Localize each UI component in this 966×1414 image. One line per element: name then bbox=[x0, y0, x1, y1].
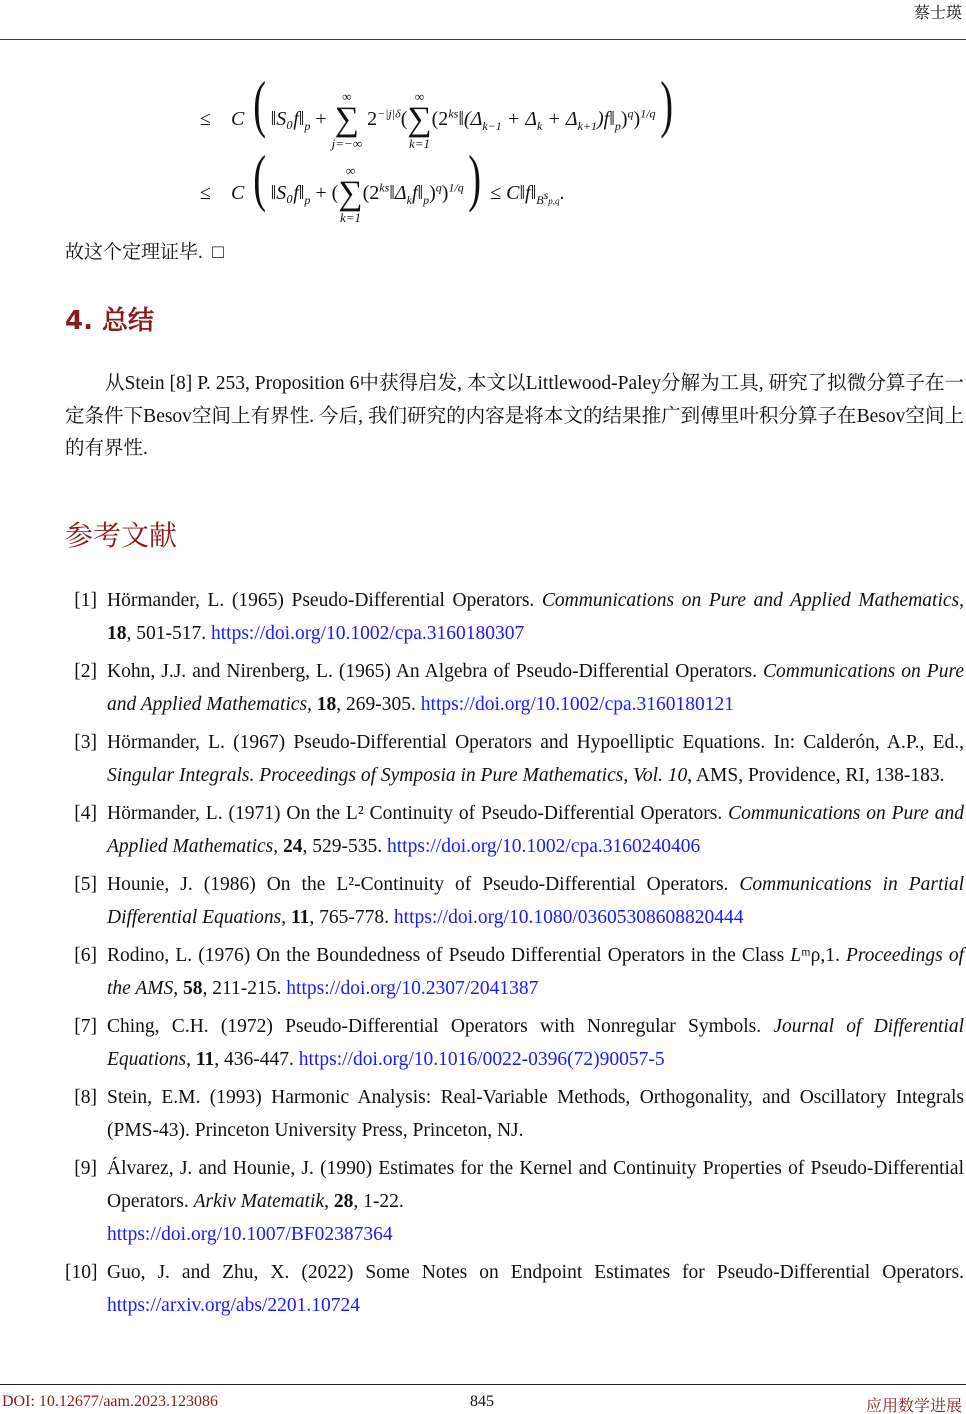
exp: −|j|δ bbox=[377, 106, 401, 121]
reference-text: ᵐ bbox=[801, 945, 811, 966]
rhs: ≤ C‖f‖ bbox=[490, 182, 537, 204]
sum-k: ∞ ∑ k=1 bbox=[338, 163, 363, 226]
reference-number: [6] bbox=[74, 945, 97, 966]
reference-item bbox=[65, 1081, 964, 1147]
reference-item bbox=[65, 797, 964, 863]
sub: k bbox=[406, 193, 412, 207]
reference-link[interactable]: https://doi.org/10.1002/cpa.3160240406 bbox=[387, 836, 701, 857]
paren: ) bbox=[429, 182, 436, 204]
reference-text: ρ,1. bbox=[810, 945, 846, 966]
footer-journal: 应用数学进展 bbox=[865, 1398, 962, 1414]
sum-bottom: j=−∞ bbox=[331, 136, 363, 152]
reference-volume: 11 bbox=[290, 907, 310, 928]
footer-doi[interactable]: DOI: 10.12677/aam.2023.123086 bbox=[2, 1393, 218, 1410]
sub: p bbox=[304, 119, 311, 133]
left-paren: ( bbox=[253, 142, 267, 213]
exp: ks bbox=[448, 106, 459, 121]
reference-link[interactable]: https://doi.org/10.1002/cpa.3160180307 bbox=[211, 623, 525, 644]
body: f‖ bbox=[411, 182, 424, 204]
reference-text: , 269-305. bbox=[336, 694, 421, 715]
reference-number: [5] bbox=[74, 874, 97, 895]
inner: (2 bbox=[431, 108, 449, 130]
reference-item bbox=[65, 1152, 964, 1251]
paren: ( bbox=[400, 108, 408, 130]
paren: ) bbox=[441, 182, 449, 204]
reference-journal: Communications on Pure and Applied Mathematics bbox=[107, 803, 964, 857]
sub: p bbox=[304, 193, 311, 207]
reference-text: , 529-535. bbox=[302, 836, 388, 857]
reference-journal: L bbox=[790, 945, 802, 966]
reference-text: , bbox=[959, 590, 964, 611]
reference-journal: Journal of Differential Equations bbox=[107, 1016, 964, 1070]
body: ‖Δ bbox=[389, 182, 407, 204]
footer-rule bbox=[0, 1384, 966, 1385]
reference-link[interactable]: https://arxiv.org/abs/2201.10724 bbox=[107, 1295, 360, 1316]
reference-link[interactable]: https://doi.org/10.1007/BF02387364 bbox=[107, 1224, 393, 1245]
reference-number: [7] bbox=[74, 1016, 97, 1037]
reference-text: , bbox=[273, 836, 284, 857]
reference-item bbox=[65, 1010, 964, 1076]
reference-text: , bbox=[186, 1049, 196, 1070]
norm: ‖S₀f‖ bbox=[270, 182, 305, 204]
sum-k: ∞ ∑ k=1 bbox=[407, 89, 432, 152]
reference-journal: Communications on Pure and Applied Mathematics bbox=[107, 661, 964, 715]
plus: + bbox=[315, 108, 327, 130]
reference-volume: 18 bbox=[107, 623, 127, 644]
const: C bbox=[230, 108, 245, 130]
reference-volume: 28 bbox=[333, 1191, 354, 1212]
leq: ≤ bbox=[200, 108, 211, 130]
reference-journal: Proceedings of the AMS bbox=[107, 945, 964, 999]
reference-text: Ching, C.H. (1972) Pseudo-Differential Operators with Nonregular Symbols. bbox=[107, 1016, 774, 1037]
reference-item bbox=[65, 655, 964, 721]
reference-text: , 501-517. bbox=[126, 623, 211, 644]
reference-link[interactable]: https://doi.org/10.1080/03605308608820444 bbox=[393, 907, 744, 928]
reference-text: , bbox=[173, 978, 184, 999]
sum-top: ∞ bbox=[414, 89, 425, 105]
reference-number: [8] bbox=[74, 1087, 97, 1108]
reference-volume: 11 bbox=[195, 1049, 215, 1070]
reference-number: [10] bbox=[65, 1262, 98, 1283]
reference-journal: Communications in Partial Differential Equations bbox=[107, 874, 964, 928]
leq: ≤ bbox=[200, 182, 211, 204]
reference-text: Stein, E.M. (1993) Harmonic Analysis: Real-Variable Methods, Orthogonality, and Oscillatory Integrals (PMS-43). Princeton University Press, Princeton, NJ. bbox=[107, 1087, 964, 1141]
right-paren: ) bbox=[659, 68, 673, 139]
reference-journal: Communications on Pure and Applied Mathematics bbox=[541, 590, 960, 611]
const: C bbox=[230, 182, 245, 204]
sub: p bbox=[614, 119, 621, 133]
reference-link[interactable]: https://doi.org/10.1002/cpa.3160180121 bbox=[420, 694, 735, 715]
sum-top: ∞ bbox=[345, 163, 356, 179]
paren: ) bbox=[633, 108, 641, 130]
reference-text: Hörmander, L. (1967) Pseudo-Differential Operators and Hypoelliptic Equations. In: Calderón, A.P., Ed., bbox=[107, 732, 964, 753]
reference-item bbox=[65, 1256, 964, 1322]
reference-number: [3] bbox=[74, 732, 97, 753]
reference-text: , 765-778. bbox=[309, 907, 394, 928]
reference-item bbox=[65, 726, 964, 792]
reference-link[interactable]: https://doi.org/10.1016/0022-0396(72)90057-5 bbox=[298, 1049, 665, 1070]
equation-line-1 bbox=[200, 68, 677, 152]
inner: (2 bbox=[362, 182, 380, 204]
reference-text: , 211-215. bbox=[202, 978, 287, 999]
reference-link[interactable]: https://doi.org/10.2307/2041387 bbox=[286, 978, 539, 999]
header-author: 蔡士瑛 bbox=[913, 3, 962, 22]
left-paren: ( bbox=[253, 68, 267, 139]
reference-number: [9] bbox=[74, 1158, 97, 1179]
references-heading: 参考文献 bbox=[65, 519, 178, 552]
sub: k−1 bbox=[482, 119, 502, 133]
reference-journal: Singular Integrals. Proceedings of Symposia in Pure Mathematics, Vol. 10 bbox=[107, 765, 688, 786]
exp: s bbox=[543, 188, 549, 202]
norm: ‖S₀f‖ bbox=[270, 108, 305, 130]
qed-icon: □ bbox=[212, 242, 224, 263]
body: + Δ bbox=[542, 108, 578, 130]
reference-number: [4] bbox=[74, 803, 97, 824]
reference-text: Rodino, L. (1976) On the Boundedness of Pseudo Differential Operators in the Class bbox=[107, 945, 791, 966]
reference-volume: 24 bbox=[283, 836, 303, 857]
exp: ks bbox=[379, 180, 390, 195]
sum-top: ∞ bbox=[342, 89, 352, 105]
reference-item bbox=[65, 584, 964, 650]
exp: q bbox=[627, 106, 634, 121]
conclusion-paragraph: 从Stein [8] P. 253, Proposition 6中获得启发, 本文以Littlewood-Paley分解为工具, 研究了拟微分算子在一定条件下Besov空间上有界性. 今后, 我们研究的内容是将本文的结果推广到傅里叶积分算子在Besov空间上的有界性. bbox=[65, 373, 964, 459]
reference-text: , 436-447. bbox=[214, 1049, 299, 1070]
sub: k bbox=[537, 119, 543, 133]
qed-line bbox=[65, 237, 224, 264]
right-paren: ) bbox=[468, 142, 481, 213]
reference-text: , bbox=[281, 907, 291, 928]
reference-journal: Arkiv Matematik bbox=[193, 1191, 325, 1212]
equation-line-2 bbox=[200, 142, 565, 226]
reference-volume: 18 bbox=[316, 694, 337, 715]
reference-text: Kohn, J.J. and Nirenberg, L. (1965) An Algebra of Pseudo-Differential Operators. bbox=[107, 661, 764, 682]
sum-bottom: k=1 bbox=[339, 210, 361, 226]
reference-item bbox=[65, 939, 964, 1005]
header-rule bbox=[0, 39, 966, 40]
period: . bbox=[559, 182, 565, 204]
page-number: 845 bbox=[470, 1393, 494, 1410]
exp: 1/q bbox=[448, 180, 464, 195]
reference-text: Álvarez, J. and Hounie, J. (1990) Estimates for the Kernel and Continuity Properties of Pseudo-Differential Operators. bbox=[107, 1158, 964, 1212]
body: )f‖ bbox=[597, 108, 615, 130]
section-heading: 4. 总结 bbox=[65, 306, 155, 336]
reference-volume: 58 bbox=[183, 978, 203, 999]
body: + Δ bbox=[501, 108, 537, 130]
two: 2 bbox=[367, 108, 378, 130]
reference-text: Guo, J. and Zhu, X. (2022) Some Notes on Endpoint Estimates for Pseudo-Differential Operators. bbox=[107, 1262, 964, 1283]
sum-bottom: k=1 bbox=[408, 136, 431, 152]
reference-number: [2] bbox=[74, 661, 97, 682]
sub: p bbox=[423, 193, 430, 207]
reference-text: , bbox=[307, 694, 317, 715]
paren: ) bbox=[620, 108, 628, 130]
reference-text: , bbox=[324, 1191, 334, 1212]
reference-text: Hörmander, L. (1971) On the L² Continuity of Pseudo-Differential Operators. bbox=[107, 803, 729, 824]
exp: q bbox=[435, 180, 442, 195]
qed-text: 故这个定理证毕. bbox=[65, 242, 203, 263]
sum-j: ∞ ∑ j=−∞ bbox=[331, 89, 363, 152]
reference-list bbox=[65, 584, 964, 1327]
reference-number: [1] bbox=[74, 590, 97, 611]
reference-text: , AMS, Providence, RI, 138-183. bbox=[687, 765, 945, 786]
plus: + ( bbox=[315, 182, 339, 204]
reference-text: Hörmander, L. (1965) Pseudo-Differential Operators. bbox=[107, 590, 542, 611]
sub: B bbox=[536, 193, 544, 207]
reference-text: , 1-22. bbox=[353, 1191, 404, 1212]
exp: 1/q bbox=[640, 106, 656, 121]
sub: p,q bbox=[548, 196, 560, 206]
reference-item bbox=[65, 868, 964, 934]
reference-text: Hounie, J. (1986) On the L²-Continuity of Pseudo-Differential Operators. bbox=[107, 874, 740, 895]
sub: k+1 bbox=[577, 119, 597, 133]
body: ‖(Δ bbox=[458, 108, 483, 130]
